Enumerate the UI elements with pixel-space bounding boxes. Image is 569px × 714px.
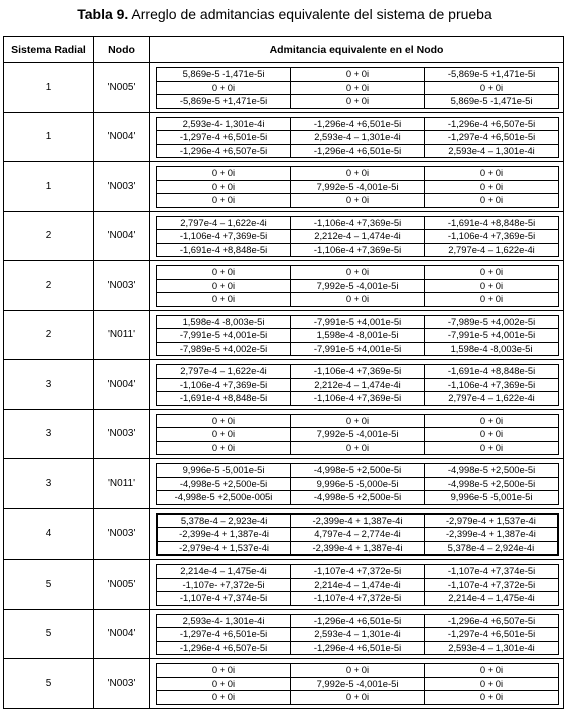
- admittance-matrix: [156, 513, 559, 557]
- nodo-cell: 'N003': [94, 162, 150, 212]
- matrix-entry: 0 + 0i: [425, 428, 559, 442]
- matrix-entry: -1,106e-4 +7,369e-5i: [291, 216, 425, 230]
- matrix-entry: -1,106e-4 +7,369e-5i: [291, 243, 425, 257]
- matrix-entry: 0 + 0i: [425, 414, 559, 428]
- admittance-matrix-cell: [150, 162, 564, 212]
- admittance-matrix: [156, 166, 559, 208]
- matrix-entry: -7,991e-5 +4,001e-5i: [425, 329, 559, 343]
- sistema-radial-cell: 2: [4, 211, 94, 261]
- table-row: [4, 112, 564, 162]
- matrix-entry: 0 + 0i: [157, 677, 291, 691]
- matrix-entry: -1,691e-4 +8,848e-5i: [157, 392, 291, 406]
- matrix-entry: 0 + 0i: [425, 691, 559, 705]
- nodo-cell: 'N003': [94, 409, 150, 459]
- nodo-cell: 'N004': [94, 609, 150, 659]
- matrix-row: [157, 414, 559, 428]
- matrix-entry: -1,296e-4 +6,501e-5i: [291, 614, 425, 628]
- matrix-row: [157, 180, 559, 194]
- matrix-row: [157, 131, 559, 145]
- matrix-entry: -2,399e-4 + 1,387e-4i: [157, 528, 291, 542]
- matrix-entry: 2,797e-4 – 1,622e-4i: [157, 216, 291, 230]
- sistema-radial-cell: 2: [4, 261, 94, 311]
- admittance-matrix-cell: [150, 659, 564, 709]
- nodo-cell: 'N011': [94, 459, 150, 509]
- admittance-matrix: [156, 67, 559, 109]
- matrix-entry: 0 + 0i: [425, 194, 559, 208]
- matrix-entry: 0 + 0i: [425, 441, 559, 455]
- matrix-entry: 0 + 0i: [291, 664, 425, 678]
- matrix-entry: -1,107e-4 +7,372e-5i: [425, 578, 559, 592]
- table-row: [4, 360, 564, 410]
- matrix-entry: -1,107e-4 +7,374e-5i: [425, 565, 559, 579]
- matrix-entry: 0 + 0i: [291, 441, 425, 455]
- matrix-entry: 0 + 0i: [157, 167, 291, 181]
- matrix-entry: -7,989e-5 +4,002e-5i: [425, 315, 559, 329]
- matrix-row: [157, 491, 559, 505]
- matrix-entry: 2,797e-4 – 1,622e-4i: [425, 243, 559, 257]
- matrix-entry: 0 + 0i: [291, 194, 425, 208]
- matrix-entry: 2,593e-4 – 1,301e-4i: [425, 641, 559, 655]
- matrix-entry: 0 + 0i: [425, 167, 559, 181]
- matrix-entry: -7,991e-5 +4,001e-5i: [157, 329, 291, 343]
- caption-text: Arreglo de admitancias equivalente del sistema de prueba: [128, 6, 492, 22]
- matrix-entry: 0 + 0i: [425, 266, 559, 280]
- table-row: [4, 261, 564, 311]
- matrix-entry: 2,212e-4 – 1,474e-4i: [291, 378, 425, 392]
- matrix-entry: 0 + 0i: [157, 428, 291, 442]
- matrix-entry: -1,296e-4 +6,507e-5i: [157, 641, 291, 655]
- admittance-matrix: [156, 216, 559, 258]
- matrix-entry: 2,214e-4 – 1,474e-4i: [291, 578, 425, 592]
- matrix-entry: 9,996e-5 -5,000e-5i: [291, 477, 425, 491]
- matrix-row: [157, 81, 559, 95]
- matrix-entry: -1,106e-4 +7,369e-5i: [425, 230, 559, 244]
- matrix-entry: 7,992e-5 -4,001e-5i: [291, 180, 425, 194]
- matrix-entry: 0 + 0i: [291, 414, 425, 428]
- matrix-row: [157, 329, 559, 343]
- matrix-row: [157, 614, 559, 628]
- matrix-row: [157, 677, 559, 691]
- admittance-matrix-cell: [150, 211, 564, 261]
- matrix-row: [157, 578, 559, 592]
- matrix-entry: 0 + 0i: [291, 68, 425, 82]
- matrix-row: [157, 378, 559, 392]
- matrix-entry: -1,296e-4 +6,507e-5i: [425, 117, 559, 131]
- admittance-matrix-cell: [150, 459, 564, 509]
- nodo-cell: 'N003': [94, 659, 150, 709]
- matrix-entry: 5,869e-5 -1,471e-5i: [425, 95, 559, 109]
- table-row: [4, 63, 564, 113]
- table-row: [4, 211, 564, 261]
- admittance-matrix: [156, 614, 559, 656]
- matrix-entry: -1,107e-4 +7,374e-5i: [157, 592, 291, 606]
- matrix-entry: -1,106e-4 +7,369e-5i: [425, 378, 559, 392]
- matrix-entry: 2,214e-4 – 1,475e-4i: [425, 592, 559, 606]
- admittance-table: [3, 36, 564, 709]
- matrix-row: [157, 95, 559, 109]
- matrix-entry: 7,992e-5 -4,001e-5i: [291, 677, 425, 691]
- admittance-matrix: [156, 564, 559, 606]
- matrix-row: [157, 315, 559, 329]
- header-admitancia: Admitancia equivalente en el Nodo: [150, 37, 564, 63]
- matrix-entry: -2,979e-4 + 1,537e-4i: [157, 541, 291, 555]
- admittance-matrix: [156, 315, 559, 357]
- matrix-entry: -2,979e-4 + 1,537e-4i: [424, 514, 558, 528]
- matrix-row: [157, 441, 559, 455]
- admittance-matrix-cell: [150, 63, 564, 113]
- matrix-entry: -4,998e-5 +2,500e-5i: [291, 464, 425, 478]
- matrix-entry: 0 + 0i: [157, 180, 291, 194]
- matrix-entry: 2,593e-4- 1,301e-4i: [157, 614, 291, 628]
- matrix-entry: -7,991e-5 +4,001e-5i: [291, 315, 425, 329]
- matrix-row: [157, 528, 558, 542]
- matrix-entry: 9,996e-5 -5,001e-5i: [425, 491, 559, 505]
- matrix-entry: 0 + 0i: [157, 691, 291, 705]
- matrix-entry: 2,593e-4- 1,301e-4i: [157, 117, 291, 131]
- matrix-row: [157, 541, 558, 555]
- matrix-entry: 2,797e-4 – 1,622e-4i: [425, 392, 559, 406]
- sistema-radial-cell: 5: [4, 560, 94, 610]
- nodo-cell: 'N005': [94, 560, 150, 610]
- matrix-entry: -1,107e- +7,372e-5i: [157, 578, 291, 592]
- matrix-row: [157, 144, 559, 158]
- table-row: [4, 609, 564, 659]
- matrix-entry: -1,296e-4 +6,507e-5i: [425, 614, 559, 628]
- matrix-entry: 4,797e-4 – 2,774e-4i: [291, 528, 425, 542]
- matrix-entry: 7,992e-5 -4,001e-5i: [291, 428, 425, 442]
- matrix-entry: -1,107e-4 +7,372e-5i: [291, 565, 425, 579]
- nodo-cell: 'N004': [94, 360, 150, 410]
- matrix-entry: -1,106e-4 +7,369e-5i: [291, 365, 425, 379]
- matrix-row: [157, 691, 559, 705]
- matrix-entry: 5,378e-4 – 2,924e-4i: [424, 541, 558, 555]
- matrix-entry: 2,593e-4 – 1,301e-4i: [291, 131, 425, 145]
- matrix-entry: 0 + 0i: [425, 664, 559, 678]
- admittance-matrix-cell: [150, 112, 564, 162]
- matrix-entry: -2,399e-4 + 1,387e-4i: [424, 528, 558, 542]
- matrix-entry: 0 + 0i: [157, 414, 291, 428]
- matrix-entry: 0 + 0i: [425, 293, 559, 307]
- sistema-radial-cell: 4: [4, 508, 94, 560]
- nodo-cell: 'N003': [94, 261, 150, 311]
- matrix-entry: -1,107e-4 +7,372e-5i: [291, 592, 425, 606]
- admittance-matrix-cell: [150, 609, 564, 659]
- admittance-matrix-cell: [150, 560, 564, 610]
- matrix-entry: 0 + 0i: [425, 81, 559, 95]
- matrix-entry: 5,869e-5 -1,471e-5i: [157, 68, 291, 82]
- matrix-row: [157, 216, 559, 230]
- matrix-entry: -4,998e-5 +2,500e-005i: [157, 491, 291, 505]
- sistema-radial-cell: 2: [4, 310, 94, 360]
- matrix-entry: 0 + 0i: [157, 266, 291, 280]
- admittance-matrix: [156, 463, 559, 505]
- matrix-row: [157, 293, 559, 307]
- matrix-entry: 1,598e-4 -8,003e-5i: [425, 342, 559, 356]
- matrix-entry: 9,996e-5 -5,001e-5i: [157, 464, 291, 478]
- matrix-entry: 2,593e-4 – 1,301e-4i: [425, 144, 559, 158]
- matrix-entry: -1,296e-4 +6,501e-5i: [291, 144, 425, 158]
- matrix-row: [157, 641, 559, 655]
- admittance-matrix-cell: [150, 360, 564, 410]
- caption-label: Tabla 9.: [77, 6, 129, 22]
- matrix-entry: 0 + 0i: [157, 279, 291, 293]
- matrix-entry: -1,106e-4 +7,369e-5i: [157, 378, 291, 392]
- matrix-entry: -1,297e-4 +6,501e-5i: [157, 628, 291, 642]
- matrix-entry: -1,297e-4 +6,501e-5i: [425, 131, 559, 145]
- matrix-row: [157, 664, 559, 678]
- matrix-row: [157, 243, 559, 257]
- table-row: [4, 162, 564, 212]
- admittance-matrix: [156, 414, 559, 456]
- table-row: [4, 508, 564, 560]
- matrix-entry: 0 + 0i: [291, 293, 425, 307]
- matrix-row: [157, 266, 559, 280]
- matrix-entry: 0 + 0i: [157, 664, 291, 678]
- matrix-row: [157, 592, 559, 606]
- admittance-matrix-cell: [150, 409, 564, 459]
- sistema-radial-cell: 3: [4, 360, 94, 410]
- matrix-row: [157, 279, 559, 293]
- matrix-row: [157, 230, 559, 244]
- matrix-entry: -2,399e-4 + 1,387e-4i: [291, 541, 425, 555]
- matrix-entry: 1,598e-4 -8,003e-5i: [157, 315, 291, 329]
- admittance-matrix-cell: [150, 261, 564, 311]
- matrix-row: [157, 68, 559, 82]
- matrix-entry: 0 + 0i: [425, 677, 559, 691]
- sistema-radial-cell: 1: [4, 162, 94, 212]
- table-row: [4, 409, 564, 459]
- nodo-cell: 'N011': [94, 310, 150, 360]
- matrix-entry: -7,991e-5 +4,001e-5i: [291, 342, 425, 356]
- matrix-row: [157, 365, 559, 379]
- nodo-cell: 'N003': [94, 508, 150, 560]
- matrix-entry: 0 + 0i: [291, 266, 425, 280]
- matrix-entry: -7,989e-5 +4,002e-5i: [157, 342, 291, 356]
- matrix-entry: 0 + 0i: [157, 81, 291, 95]
- matrix-entry: -1,691e-4 +8,848e-5i: [425, 216, 559, 230]
- matrix-entry: -1,296e-4 +6,501e-5i: [291, 641, 425, 655]
- header-row: [4, 37, 564, 63]
- matrix-entry: 2,212e-4 – 1,474e-4i: [291, 230, 425, 244]
- sistema-radial-cell: 5: [4, 609, 94, 659]
- matrix-entry: 0 + 0i: [425, 180, 559, 194]
- matrix-entry: 7,992e-5 -4,001e-5i: [291, 279, 425, 293]
- matrix-entry: 0 + 0i: [157, 441, 291, 455]
- matrix-entry: -4,998e-5 +2,500e-5i: [425, 464, 559, 478]
- matrix-entry: -1,691e-4 +8,848e-5i: [157, 243, 291, 257]
- admittance-matrix-cell: [150, 310, 564, 360]
- header-nodo: Nodo: [94, 37, 150, 63]
- matrix-entry: -1,691e-4 +8,848e-5i: [425, 365, 559, 379]
- matrix-entry: 2,797e-4 – 1,622e-4i: [157, 365, 291, 379]
- matrix-row: [157, 628, 559, 642]
- nodo-cell: 'N004': [94, 211, 150, 261]
- matrix-entry: 0 + 0i: [157, 194, 291, 208]
- matrix-entry: -4,998e-5 +2,500e-5i: [425, 477, 559, 491]
- matrix-entry: 1,598e-4 -8,001e-5i: [291, 329, 425, 343]
- matrix-row: [157, 194, 559, 208]
- matrix-row: [157, 464, 559, 478]
- table-row: [4, 659, 564, 709]
- matrix-row: [157, 392, 559, 406]
- sistema-radial-cell: 1: [4, 63, 94, 113]
- nodo-cell: 'N004': [94, 112, 150, 162]
- matrix-entry: 0 + 0i: [291, 95, 425, 109]
- table-row: [4, 310, 564, 360]
- nodo-cell: 'N005': [94, 63, 150, 113]
- matrix-entry: -1,297e-4 +6,501e-5i: [425, 628, 559, 642]
- matrix-row: [157, 565, 559, 579]
- matrix-row: [157, 117, 559, 131]
- matrix-row: [157, 477, 559, 491]
- matrix-entry: 5,378e-4 – 2,923e-4i: [157, 514, 291, 528]
- matrix-entry: -4,998e-5 +2,500e-5i: [291, 491, 425, 505]
- table-caption: [0, 5, 569, 23]
- matrix-entry: -1,297e-4 +6,501e-5i: [157, 131, 291, 145]
- matrix-row: [157, 342, 559, 356]
- matrix-entry: 0 + 0i: [157, 293, 291, 307]
- matrix-entry: 0 + 0i: [291, 167, 425, 181]
- matrix-entry: 2,214e-4 – 1,475e-4i: [157, 565, 291, 579]
- matrix-entry: 0 + 0i: [291, 691, 425, 705]
- matrix-row: [157, 167, 559, 181]
- sistema-radial-cell: 1: [4, 112, 94, 162]
- admittance-matrix: [156, 117, 559, 159]
- matrix-entry: -5,869e-5 +1,471e-5i: [157, 95, 291, 109]
- table-row: [4, 560, 564, 610]
- matrix-entry: -1,106e-4 +7,369e-5i: [291, 392, 425, 406]
- sistema-radial-cell: 5: [4, 659, 94, 709]
- sistema-radial-cell: 3: [4, 459, 94, 509]
- admittance-matrix: [156, 364, 559, 406]
- sistema-radial-cell: 3: [4, 409, 94, 459]
- matrix-row: [157, 514, 558, 528]
- matrix-entry: 0 + 0i: [291, 81, 425, 95]
- matrix-entry: -1,296e-4 +6,501e-5i: [291, 117, 425, 131]
- table-row: [4, 459, 564, 509]
- matrix-entry: 2,593e-4 – 1,301e-4i: [291, 628, 425, 642]
- matrix-entry: -1,106e-4 +7,369e-5i: [157, 230, 291, 244]
- matrix-entry: 0 + 0i: [425, 279, 559, 293]
- matrix-entry: -5,869e-5 +1,471e-5i: [425, 68, 559, 82]
- admittance-matrix-cell: [150, 508, 564, 560]
- matrix-entry: -1,296e-4 +6,507e-5i: [157, 144, 291, 158]
- admittance-matrix: [156, 663, 559, 705]
- admittance-matrix: [156, 265, 559, 307]
- matrix-entry: -2,399e-4 + 1,387e-4i: [291, 514, 425, 528]
- matrix-row: [157, 428, 559, 442]
- header-sistema-radial: Sistema Radial: [4, 37, 94, 63]
- matrix-entry: -4,998e-5 +2,500e-5i: [157, 477, 291, 491]
